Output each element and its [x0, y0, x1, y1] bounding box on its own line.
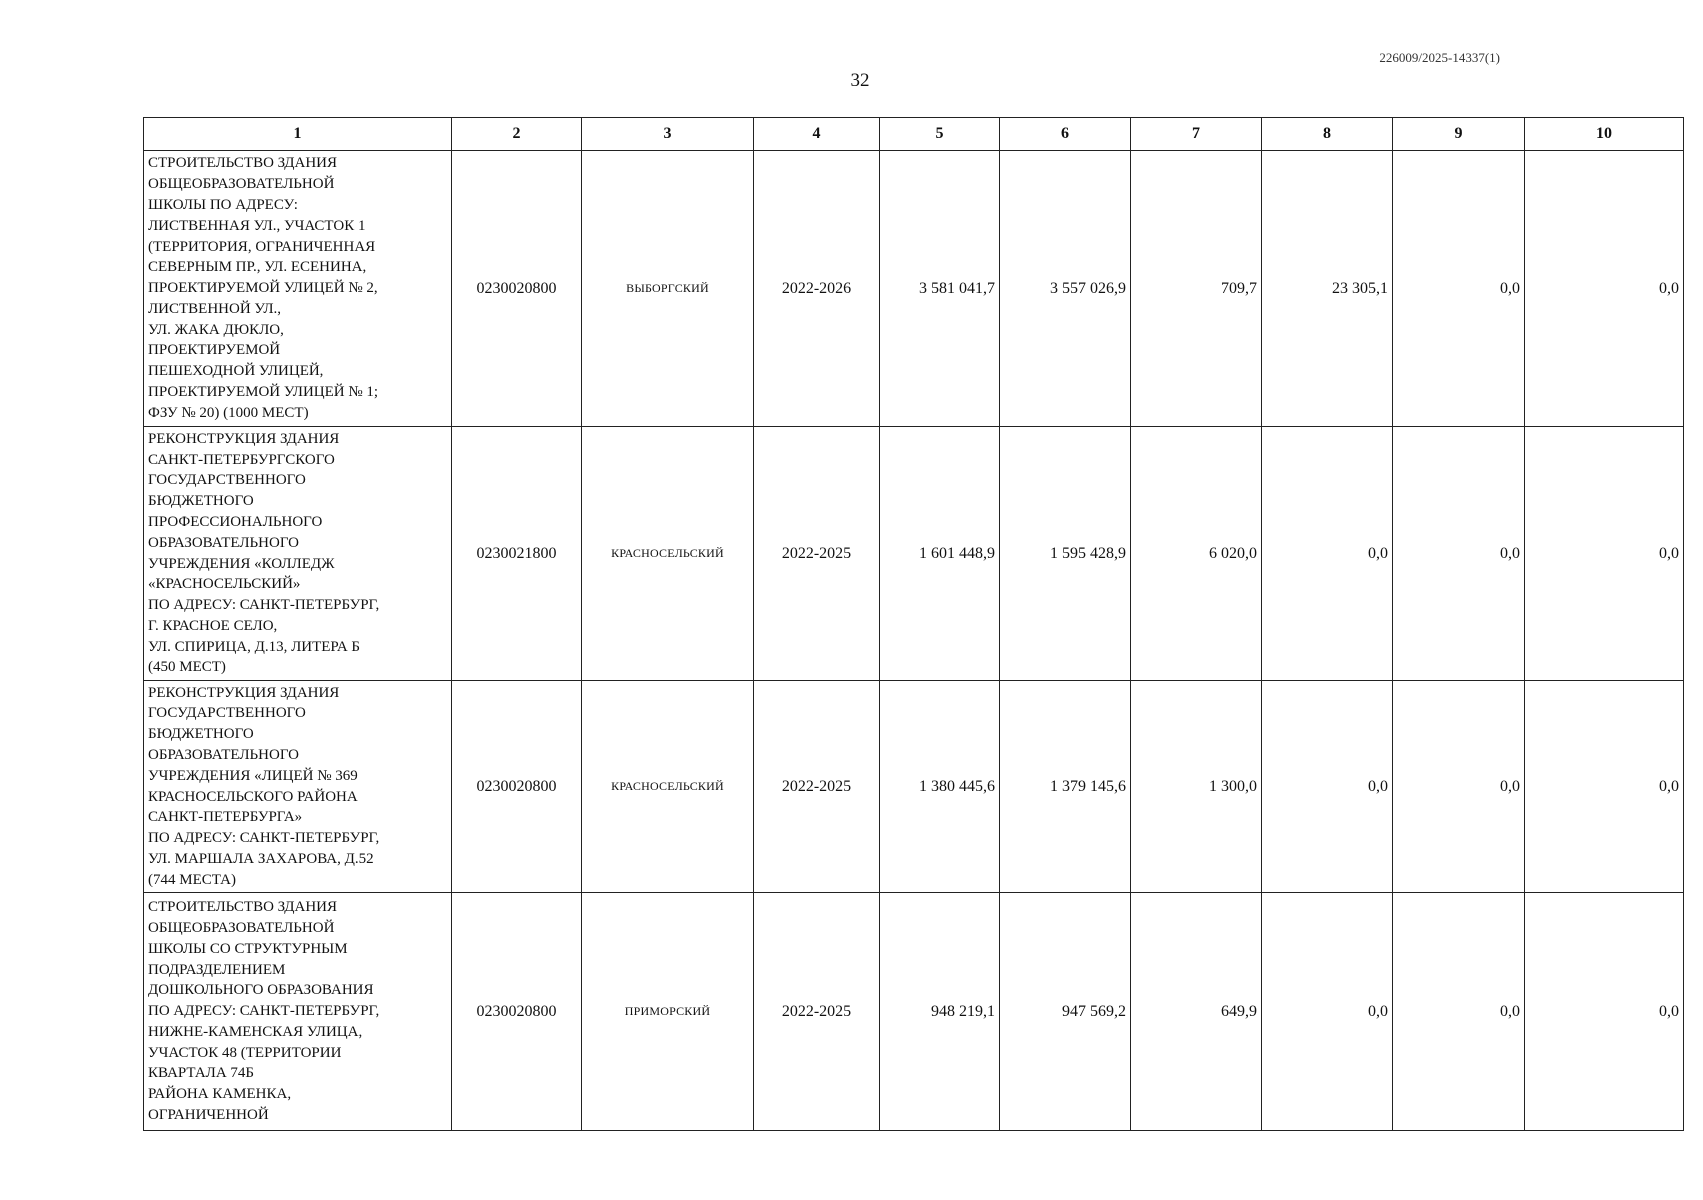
value-cell-10: 0,0 — [1525, 893, 1684, 1131]
table-row — [144, 427, 1684, 681]
value-cell-9: 0,0 — [1393, 681, 1525, 893]
column-header-4: 4 — [754, 118, 880, 151]
value-cell-6: 3 557 026,9 — [1000, 151, 1131, 427]
period-cell: 2022-2025 — [754, 427, 880, 681]
value-cell-7: 1 300,0 — [1131, 681, 1262, 893]
district-cell: ПРИМОРСКИЙ — [582, 893, 754, 1131]
value-cell-6: 947 569,2 — [1000, 893, 1131, 1131]
district-cell: ВЫБОРГСКИЙ — [582, 151, 754, 427]
value-cell-5: 3 581 041,7 — [880, 151, 1000, 427]
budget-code-cell: 0230020800 — [452, 151, 582, 427]
budget-code-cell: 0230020800 — [452, 893, 582, 1131]
value-cell-10: 0,0 — [1525, 151, 1684, 427]
value-cell-10: 0,0 — [1525, 427, 1684, 681]
value-cell-5: 948 219,1 — [880, 893, 1000, 1131]
object-name-cell: СТРОИТЕЛЬСТВО ЗДАНИЯ ОБЩЕОБРАЗОВАТЕЛЬНОЙ ШКОЛЫ СО СТРУКТУРНЫМ ПОДРАЗДЕЛЕНИЕМ ДОШКОЛЬНОГО ОБРАЗОВАНИЯ ПО АДРЕСУ: САНКТ-ПЕТЕРБУРГ, НИЖНЕ-КАМЕНСКАЯ УЛИЦА, УЧАСТОК 48 (ТЕРРИТОРИИ КВАРТАЛА 74Б РАЙОНА КАМЕНКА, ОГРАНИЧЕННОЙ — [144, 893, 452, 1131]
value-cell-7: 6 020,0 — [1131, 427, 1262, 681]
value-cell-8: 0,0 — [1262, 681, 1393, 893]
value-cell-8: 23 305,1 — [1262, 151, 1393, 427]
investment-program-table — [143, 117, 1684, 1131]
value-cell-7: 649,9 — [1131, 893, 1262, 1131]
column-header-2: 2 — [452, 118, 582, 151]
column-header-10: 10 — [1525, 118, 1684, 151]
object-name-cell: РЕКОНСТРУКЦИЯ ЗДАНИЯ ГОСУДАРСТВЕННОГО БЮДЖЕТНОГО ОБРАЗОВАТЕЛЬНОГО УЧРЕЖДЕНИЯ «ЛИЦЕЙ № 369 КРАСНОСЕЛЬСКОГО РАЙОНА САНКТ-ПЕТЕРБУРГА» ПО АДРЕСУ: САНКТ-ПЕТЕРБУРГ, УЛ. МАРШАЛА ЗАХАРОВА, Д.52 (744 МЕСТА) — [144, 681, 452, 893]
district-cell: КРАСНОСЕЛЬСКИЙ — [582, 427, 754, 681]
object-name-cell: РЕКОНСТРУКЦИЯ ЗДАНИЯ САНКТ-ПЕТЕРБУРГСКОГО ГОСУДАРСТВЕННОГО БЮДЖЕТНОГО ПРОФЕССИОНАЛЬНОГО ОБРАЗОВАТЕЛЬНОГО УЧРЕЖДЕНИЯ «КОЛЛЕДЖ «КРАСНОСЕЛЬСКИЙ» ПО АДРЕСУ: САНКТ-ПЕТЕРБУРГ, Г. КРАСНОЕ СЕЛО, УЛ. СПИРИЦА, Д.13, ЛИТЕРА Б (450 МЕСТ) — [144, 427, 452, 681]
period-cell: 2022-2025 — [754, 893, 880, 1131]
column-header-8: 8 — [1262, 118, 1393, 151]
value-cell-5: 1 601 448,9 — [880, 427, 1000, 681]
table-row — [144, 681, 1684, 893]
value-cell-9: 0,0 — [1393, 427, 1525, 681]
value-cell-8: 0,0 — [1262, 427, 1393, 681]
column-header-6: 6 — [1000, 118, 1131, 151]
value-cell-6: 1 595 428,9 — [1000, 427, 1131, 681]
table-row — [144, 893, 1684, 1131]
column-header-9: 9 — [1393, 118, 1525, 151]
object-name-cell: СТРОИТЕЛЬСТВО ЗДАНИЯ ОБЩЕОБРАЗОВАТЕЛЬНОЙ ШКОЛЫ ПО АДРЕСУ: ЛИСТВЕННАЯ УЛ., УЧАСТОК 1 (ТЕРРИТОРИЯ, ОГРАНИЧЕННАЯ СЕВЕРНЫМ ПР., УЛ. ЕСЕНИНА, ПРОЕКТИРУЕМОЙ УЛИЦЕЙ № 2, ЛИСТВЕННОЙ УЛ., УЛ. ЖАКА ДЮКЛО, ПРОЕКТИРУЕМОЙ ПЕШЕХОДНОЙ УЛИЦЕЙ, ПРОЕКТИРУЕМОЙ УЛИЦЕЙ № 1; ФЗУ № 20) (1000 МЕСТ) — [144, 151, 452, 427]
budget-code-cell: 0230021800 — [452, 427, 582, 681]
page-number: 32 — [850, 70, 870, 91]
column-header-7: 7 — [1131, 118, 1262, 151]
value-cell-8: 0,0 — [1262, 893, 1393, 1131]
district-cell: КРАСНОСЕЛЬСКИЙ — [582, 681, 754, 893]
value-cell-6: 1 379 145,6 — [1000, 681, 1131, 893]
period-cell: 2022-2026 — [754, 151, 880, 427]
column-header-5: 5 — [880, 118, 1000, 151]
value-cell-10: 0,0 — [1525, 681, 1684, 893]
column-header-3: 3 — [582, 118, 754, 151]
value-cell-9: 0,0 — [1393, 151, 1525, 427]
value-cell-5: 1 380 445,6 — [880, 681, 1000, 893]
budget-code-cell: 0230020800 — [452, 681, 582, 893]
table-row — [144, 151, 1684, 427]
column-header-1: 1 — [144, 118, 452, 151]
document-registration-number: 226009/2025-14337(1) — [1379, 50, 1500, 65]
period-cell: 2022-2025 — [754, 681, 880, 893]
value-cell-7: 709,7 — [1131, 151, 1262, 427]
value-cell-9: 0,0 — [1393, 893, 1525, 1131]
header-row — [144, 118, 1684, 151]
